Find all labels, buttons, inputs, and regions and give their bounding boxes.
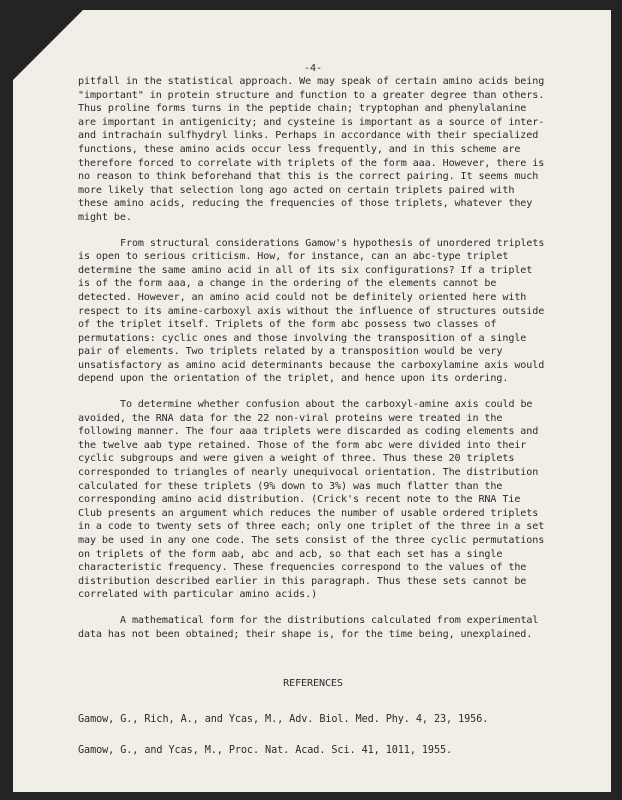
- reference-1: Gamow, G., Rich, A., and Ycas, M., Adv. Biol. Med. Phy. 4, 23, 1956.: [78, 713, 489, 725]
- page-number: -4-: [304, 63, 322, 74]
- paragraph-1: pitfall in the statistical approach. We may speak of certain amino acids being "important" in protein structure and function to a greater degree than others. Thus proline forms turns in the peptide chain; tryptophan and phenylalanine are important in antigenicity; and cysteine is important as a source of inter- and intrachain sulfhydryl links. Perhaps in accordance with their specialized functions, these amino acids occur less frequently, and in this scheme are therefore forced to correlate with triplets of the form aaa. However, there is no reason to think beforehand that this is the correct pairing. It seems much more likely that selection long ago acted on certain triplets paired with these amino acids, reducing the frequencies of those triplets, whatever they might be.: [78, 76, 545, 223]
- paragraph-2: From structural considerations Gamow's hypothesis of unordered triplets is open to serious criticism. How, for instance, can an abc-type triplet determine the same amino acid in all of its six configurations? If a triplet is of the form aaa, a change in the ordering of the elements cannot be detected. However, an amino acid could not be definitely oriented here with respect to its amine-carboxyl axis without the influence of structures outside of the triplet itself. Triplets of the form abc possess two classes of permutations: cyclic ones and those involving the transposition of a single pair of elements. Two triplets related by a transposition would be very unsatisfactory as amino acid determinants because the carboxylamine axis would depend upon the orientation of the triplet, and hence upon its ordering.: [78, 237, 545, 385]
- paragraph-4: A mathematical form for the distributions calculated from experimental data has not been obtained; their shape is, for the time being, unexplained.: [78, 614, 539, 640]
- paragraph-3: To determine whether confusion about the carboxyl-amine axis could be avoided, the RNA data for the 22 non-viral proteins were treated in the following manner. The four aaa triplets were discarded as coding elements and the twelve aab type retained. Those of the form abc were divided into their cyclic subgroups and were given a weight of three. Thus these 20 triplets corresponded to triangles of nearly unequivocal orientation. The distribution calculated for these triplets (9% down to 3%) was much flatter than the corresponding amino acid distribution. (Crick's recent note to the RNA Tie Club presents an argument which reduces the number of usable ordered triplets in a code to twenty sets of three each; only one triplet of the three in a set may be used in any one code. The sets consist of the three cyclic permutations on triplets of the form aab, abc and acb, so that each set has a single characteristic frequency. These frequencies correspond to the values of the distribution described earlier in this paragraph. Thus these sets cannot be correlated with particular amino acids.): [78, 399, 545, 601]
- references-heading: REFERENCES: [283, 678, 343, 690]
- reference-2: Gamow, G., and Ycas, M., Proc. Nat. Acad. Sci. 41, 1011, 1955.: [78, 745, 453, 757]
- page-text: [78, 62, 548, 776]
